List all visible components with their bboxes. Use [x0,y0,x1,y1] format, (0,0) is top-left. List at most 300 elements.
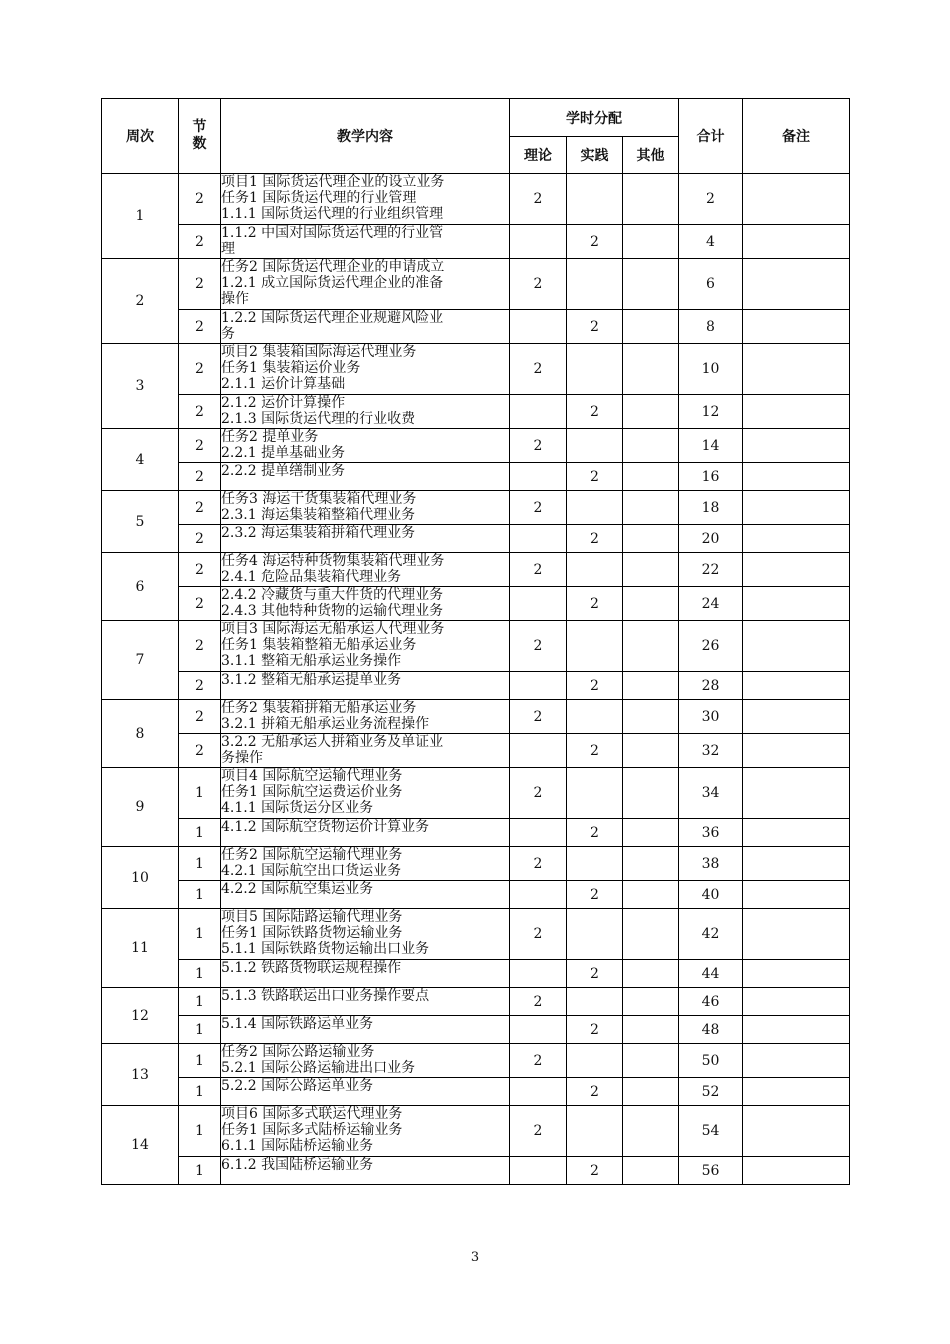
theory-cell [510,734,567,768]
practice-cell: 2 [567,672,623,700]
period-cell: 1 [179,960,221,988]
table-row [102,847,850,881]
content-line: 1.2.2 国际货运代理企业规避风险业 [221,310,444,326]
theory-cell [510,1157,567,1185]
content-cell [221,1078,510,1106]
content-line: 任务1 集装箱整箱无船承运业务 [221,637,417,653]
table-row [102,819,850,847]
content-line: 3.2.1 拼箱无船承运业务流程操作 [221,716,430,732]
content-cell [221,429,510,463]
content-line: 任务1 国际多式陆桥运输业务 [221,1122,403,1138]
remark-cell [743,1157,850,1185]
practice-cell: 2 [567,525,623,553]
other-cell [623,395,679,429]
practice-cell: 2 [567,960,623,988]
remark-cell [743,768,850,819]
remark-cell [743,700,850,734]
content-line: 3.1.2 整箱无船承运提单业务 [221,672,402,688]
content-line: 5.2.1 国际公路运输进出口业务 [221,1060,416,1076]
content-line: 2.1.3 国际货运代理的行业收费 [221,411,416,427]
period-cell: 2 [179,700,221,734]
header-other: 其他 [623,137,679,174]
period-cell: 1 [179,847,221,881]
practice-cell [567,553,623,587]
remark-cell [743,621,850,672]
period-cell: 2 [179,587,221,621]
total-cell: 2 [679,174,743,225]
total-cell: 36 [679,819,743,847]
practice-cell [567,988,623,1016]
remark-cell [743,988,850,1016]
total-cell: 32 [679,734,743,768]
period-cell: 2 [179,491,221,525]
remark-cell [743,491,850,525]
table-row [102,1078,850,1106]
total-cell: 46 [679,988,743,1016]
practice-cell: 2 [567,1157,623,1185]
content-line: 3.1.1 整箱无船承运业务操作 [221,653,402,669]
other-cell [623,909,679,960]
week-cell: 3 [102,344,179,429]
theory-cell [510,225,567,259]
table-row [102,491,850,525]
other-cell [623,553,679,587]
remark-cell [743,1078,850,1106]
content-cell [221,344,510,395]
total-cell: 34 [679,768,743,819]
period-cell: 2 [179,310,221,344]
total-cell: 44 [679,960,743,988]
other-cell [623,463,679,491]
content-cell [221,1106,510,1157]
table-row [102,587,850,621]
teaching-schedule-table [101,98,850,1185]
other-cell [623,587,679,621]
week-cell: 11 [102,909,179,988]
content-cell [221,672,510,700]
remark-cell [743,395,850,429]
remark-cell [743,553,850,587]
content-line: 任务2 集装箱拼箱无船承运业务 [221,700,417,716]
content-line: 2.4.3 其他特种货物的运输代理业务 [221,603,444,619]
table-row [102,960,850,988]
week-cell: 2 [102,259,179,344]
content-line: 任务2 国际公路运输业务 [221,1044,375,1060]
theory-cell: 2 [510,259,567,310]
week-cell: 7 [102,621,179,700]
total-cell: 54 [679,1106,743,1157]
content-cell [221,174,510,225]
page-number: 3 [470,1250,480,1265]
practice-cell [567,491,623,525]
period-cell: 2 [179,463,221,491]
period-cell: 2 [179,734,221,768]
table-row [102,429,850,463]
theory-cell [510,525,567,553]
content-cell [221,310,510,344]
total-cell: 20 [679,525,743,553]
total-cell: 6 [679,259,743,310]
content-line: 任务2 提单业务 [221,429,319,445]
remark-cell [743,1044,850,1078]
theory-cell: 2 [510,621,567,672]
content-cell [221,1157,510,1185]
remark-cell [743,847,850,881]
content-cell [221,225,510,259]
theory-cell [510,587,567,621]
practice-cell: 2 [567,310,623,344]
content-cell [221,819,510,847]
total-cell: 48 [679,1016,743,1044]
content-line: 5.1.1 国际铁路货物运输出口业务 [221,941,430,957]
remark-cell [743,587,850,621]
period-cell: 1 [179,881,221,909]
practice-cell: 2 [567,1016,623,1044]
period-cell: 1 [179,1044,221,1078]
content-line: 5.1.2 铁路货物联运规程操作 [221,960,402,976]
content-line: 项目5 国际陆路运输代理业务 [221,909,403,925]
content-cell [221,881,510,909]
content-line: 1.2.1 成立国际货运代理企业的准备 [221,275,444,291]
total-cell: 56 [679,1157,743,1185]
content-line: 6.1.1 国际陆桥运输业务 [221,1138,374,1154]
content-cell [221,960,510,988]
period-cell: 2 [179,174,221,225]
week-cell: 8 [102,700,179,768]
content-cell [221,1016,510,1044]
table-header [102,99,850,174]
other-cell [623,1044,679,1078]
total-cell: 18 [679,491,743,525]
content-line: 2.3.2 海运集装箱拼箱代理业务 [221,525,416,541]
content-line: 任务1 集装箱运价业务 [221,360,361,376]
total-cell: 4 [679,225,743,259]
total-cell: 38 [679,847,743,881]
content-line: 2.4.1 危险品集装箱代理业务 [221,569,402,585]
week-cell: 1 [102,174,179,259]
practice-cell: 2 [567,881,623,909]
theory-cell: 2 [510,174,567,225]
content-line: 2.1.1 运价计算基础 [221,376,346,392]
content-line: 操作 [221,291,249,307]
total-cell: 10 [679,344,743,395]
content-cell [221,395,510,429]
period-cell: 1 [179,1078,221,1106]
other-cell [623,960,679,988]
other-cell [623,225,679,259]
other-cell [623,1016,679,1044]
period-cell: 2 [179,621,221,672]
header-period [179,99,221,174]
content-cell [221,1044,510,1078]
table-row [102,734,850,768]
content-line: 任务1 国际铁路货物运输业务 [221,925,403,941]
content-cell [221,553,510,587]
theory-cell: 2 [510,988,567,1016]
content-cell [221,525,510,553]
remark-cell [743,525,850,553]
other-cell [623,847,679,881]
content-line: 项目3 国际海运无船承运人代理业务 [221,621,445,637]
content-cell [221,463,510,491]
theory-cell: 2 [510,553,567,587]
content-line: 4.1.2 国际航空货物运价计算业务 [221,819,430,835]
period-cell: 2 [179,225,221,259]
remark-cell [743,881,850,909]
header-total: 合计 [679,99,743,174]
practice-cell [567,700,623,734]
other-cell [623,988,679,1016]
period-cell: 2 [179,525,221,553]
content-line: 项目4 国际航空运输代理业务 [221,768,403,784]
theory-cell [510,463,567,491]
content-line: 任务2 国际货运代理企业的申请成立 [221,259,445,275]
practice-cell: 2 [567,395,623,429]
table-row [102,700,850,734]
other-cell [623,819,679,847]
table-row [102,1157,850,1185]
week-cell: 14 [102,1106,179,1185]
remark-cell [743,463,850,491]
theory-cell: 2 [510,847,567,881]
header-content: 教学内容 [221,99,510,174]
practice-cell: 2 [567,225,623,259]
total-cell: 16 [679,463,743,491]
theory-cell: 2 [510,768,567,819]
practice-cell [567,259,623,310]
table-row [102,988,850,1016]
total-cell: 42 [679,909,743,960]
theory-cell: 2 [510,700,567,734]
theory-cell: 2 [510,1044,567,1078]
total-cell: 40 [679,881,743,909]
table-row [102,621,850,672]
theory-cell: 2 [510,1106,567,1157]
period-cell: 1 [179,819,221,847]
other-cell [623,1106,679,1157]
period-cell: 2 [179,672,221,700]
period-cell: 1 [179,988,221,1016]
table-row [102,344,850,395]
header-practice: 实践 [567,137,623,174]
content-cell [221,700,510,734]
total-cell: 26 [679,621,743,672]
other-cell [623,621,679,672]
remark-cell [743,672,850,700]
table-row [102,553,850,587]
content-cell [221,491,510,525]
content-line: 4.2.1 国际航空出口货运业务 [221,863,402,879]
practice-cell: 2 [567,1078,623,1106]
week-cell: 10 [102,847,179,909]
content-line: 项目6 国际多式联运代理业务 [221,1106,403,1122]
table-row [102,463,850,491]
period-cell: 2 [179,344,221,395]
theory-cell: 2 [510,909,567,960]
content-line: 务 [221,326,235,342]
other-cell [623,672,679,700]
other-cell [623,1078,679,1106]
content-line: 项目1 国际货运代理企业的设立业务 [221,174,445,190]
theory-cell: 2 [510,344,567,395]
table-row [102,1016,850,1044]
content-line: 3.2.2 无船承运人拼箱业务及单证业 [221,734,444,750]
content-line: 5.2.2 国际公路运单业务 [221,1078,374,1094]
header-hours: 学时分配 [510,99,679,137]
total-cell: 12 [679,395,743,429]
week-cell: 12 [102,988,179,1044]
content-line: 2.2.1 提单基础业务 [221,445,346,461]
theory-cell [510,1016,567,1044]
period-cell: 2 [179,259,221,310]
content-line: 5.1.4 国际铁路运单业务 [221,1016,374,1032]
practice-cell [567,1044,623,1078]
other-cell [623,734,679,768]
period-cell: 1 [179,768,221,819]
period-cell: 1 [179,1106,221,1157]
content-line: 项目2 集装箱国际海运代理业务 [221,344,417,360]
theory-cell [510,672,567,700]
content-line: 4.2.2 国际航空集运业务 [221,881,374,897]
practice-cell [567,174,623,225]
theory-cell [510,960,567,988]
practice-cell [567,429,623,463]
period-cell: 1 [179,1157,221,1185]
total-cell: 8 [679,310,743,344]
practice-cell: 2 [567,819,623,847]
content-line: 1.1.2 中国对国际货运代理的行业管 [221,225,444,241]
total-cell: 30 [679,700,743,734]
content-line: 1.1.1 国际货运代理的行业组织管理 [221,206,444,222]
content-cell [221,909,510,960]
content-line: 任务3 海运干货集装箱代理业务 [221,491,417,507]
content-cell [221,587,510,621]
remark-cell [743,310,850,344]
practice-cell: 2 [567,463,623,491]
practice-cell: 2 [567,587,623,621]
total-cell: 14 [679,429,743,463]
content-line: 2.2.2 提单缮制业务 [221,463,346,479]
content-cell [221,621,510,672]
content-line: 理 [221,241,235,257]
header-week: 周次 [102,99,179,174]
practice-cell [567,344,623,395]
content-line: 4.1.1 国际货运分区业务 [221,800,374,816]
other-cell [623,310,679,344]
table-row [102,881,850,909]
table-row [102,768,850,819]
theory-cell [510,819,567,847]
table-row [102,1106,850,1157]
table-row [102,909,850,960]
content-cell [221,847,510,881]
practice-cell [567,621,623,672]
content-cell [221,988,510,1016]
week-cell: 4 [102,429,179,491]
table-row [102,225,850,259]
period-cell: 2 [179,553,221,587]
table-row [102,1044,850,1078]
other-cell [623,881,679,909]
remark-cell [743,344,850,395]
content-line: 2.3.1 海运集装箱整箱代理业务 [221,507,416,523]
content-line: 任务1 国际货运代理的行业管理 [221,190,417,206]
total-cell: 28 [679,672,743,700]
week-cell: 6 [102,553,179,621]
content-line: 任务2 国际航空运输代理业务 [221,847,403,863]
total-cell: 50 [679,1044,743,1078]
remark-cell [743,1106,850,1157]
other-cell [623,491,679,525]
week-cell: 13 [102,1044,179,1106]
table-row [102,672,850,700]
content-line: 2.4.2 冷藏货与重大件货的代理业务 [221,587,444,603]
other-cell [623,525,679,553]
content-line: 任务4 海运特种货物集装箱代理业务 [221,553,445,569]
other-cell [623,174,679,225]
period-cell: 2 [179,429,221,463]
theory-cell: 2 [510,491,567,525]
total-cell: 52 [679,1078,743,1106]
content-line: 2.1.2 运价计算操作 [221,395,346,411]
remark-cell [743,429,850,463]
content-line: 5.1.3 铁路联运出口业务操作要点 [221,988,430,1004]
remark-cell [743,734,850,768]
other-cell [623,1157,679,1185]
remark-cell [743,174,850,225]
practice-cell [567,909,623,960]
content-line: 任务1 国际航空运费运价业务 [221,784,403,800]
practice-cell [567,847,623,881]
practice-cell [567,768,623,819]
period-cell: 2 [179,395,221,429]
table-row [102,310,850,344]
remark-cell [743,960,850,988]
table-row [102,174,850,225]
week-cell: 5 [102,491,179,553]
period-cell: 1 [179,1016,221,1044]
other-cell [623,768,679,819]
other-cell [623,259,679,310]
table-body [102,174,850,1185]
table-row [102,259,850,310]
other-cell [623,429,679,463]
header-period-text: 节数 [192,119,207,152]
total-cell: 22 [679,553,743,587]
practice-cell: 2 [567,734,623,768]
remark-cell [743,1016,850,1044]
content-line: 务操作 [221,750,263,766]
table-row [102,395,850,429]
practice-cell [567,1106,623,1157]
theory-cell [510,1078,567,1106]
content-line: 6.1.2 我国陆桥运输业务 [221,1157,374,1173]
theory-cell: 2 [510,429,567,463]
total-cell: 24 [679,587,743,621]
content-cell [221,734,510,768]
theory-cell [510,881,567,909]
other-cell [623,344,679,395]
remark-cell [743,259,850,310]
theory-cell [510,310,567,344]
remark-cell [743,909,850,960]
week-cell: 9 [102,768,179,847]
remark-cell [743,225,850,259]
period-cell: 1 [179,909,221,960]
other-cell [623,700,679,734]
theory-cell [510,395,567,429]
header-theory: 理论 [510,137,567,174]
